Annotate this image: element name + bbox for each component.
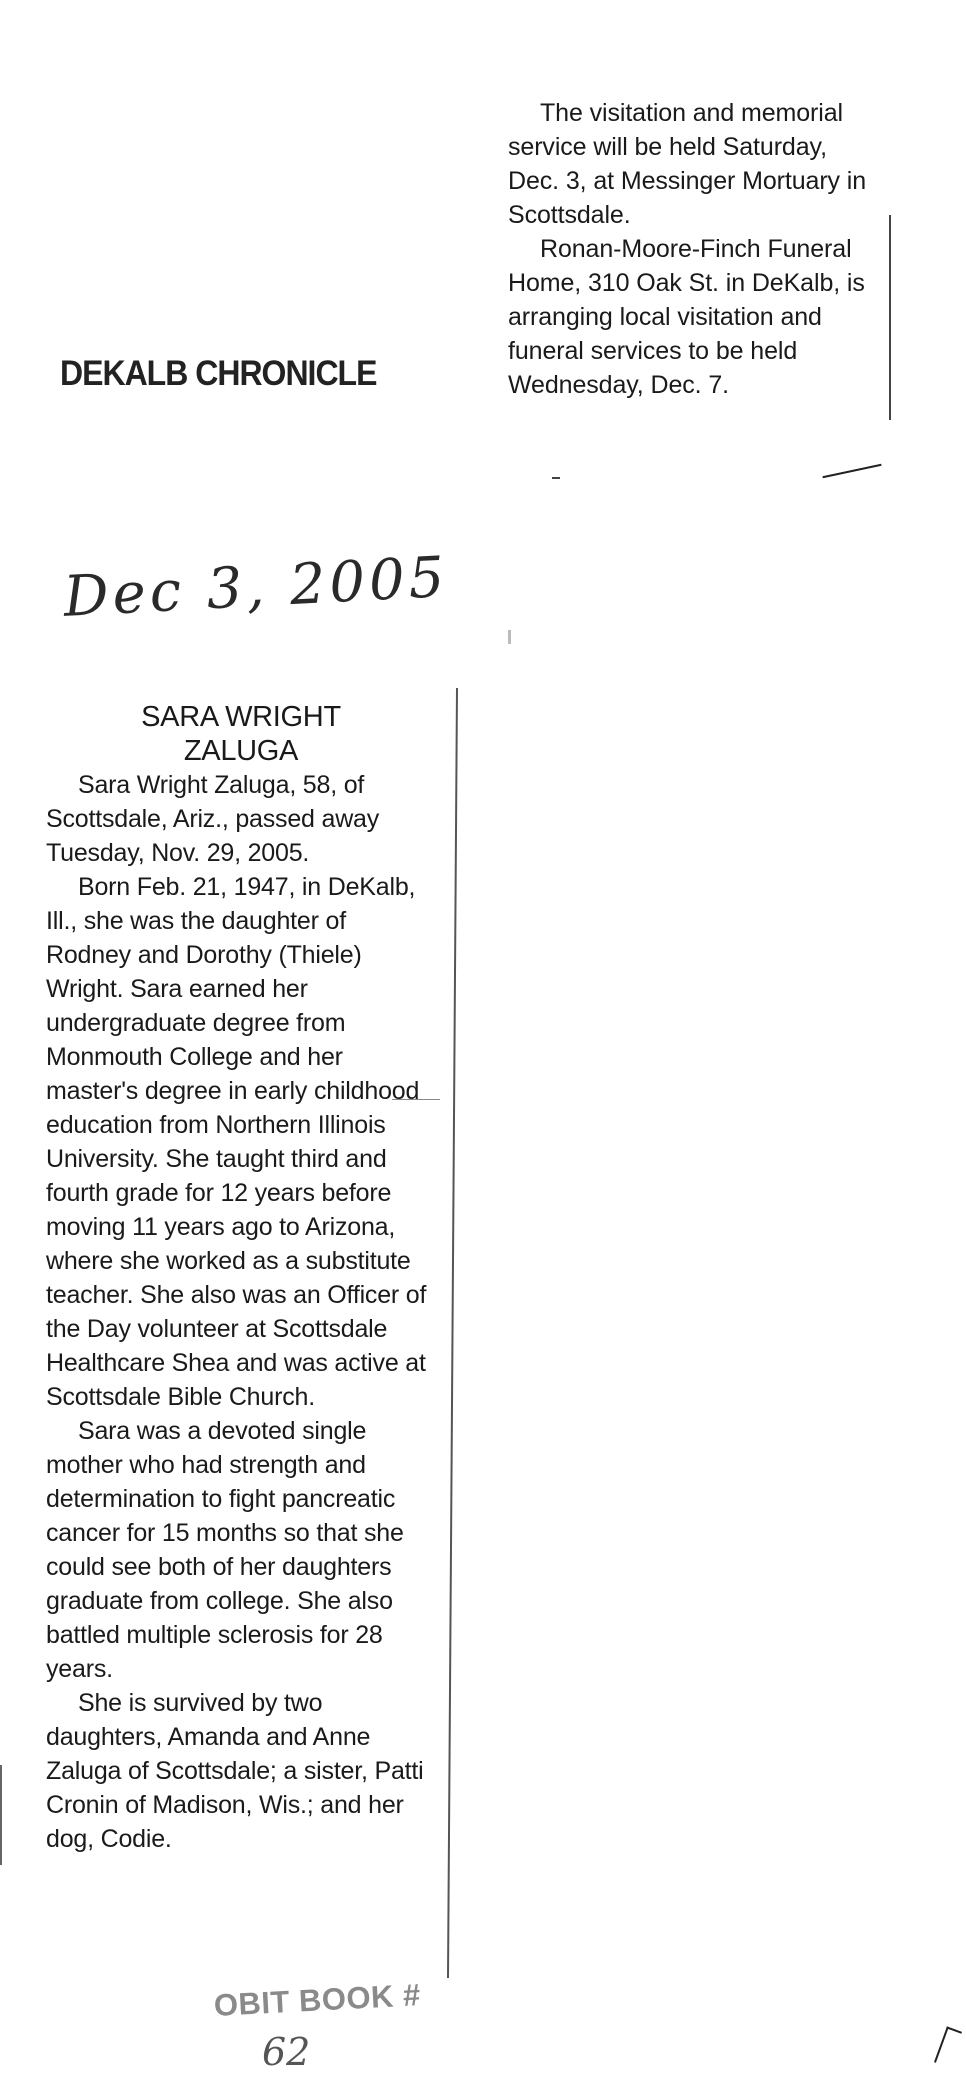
obituary-paragraph: Sara was a devoted single mother who had strength and determination to fight pancreatic cancer for 15 months so that she could see both of her daughters graduate from college. She also battled multiple sclerosis for 28 years. [46, 1417, 404, 1683]
scan-corner-mark [934, 2026, 962, 2067]
newspaper-masthead: DEKALB CHRONICLE [60, 353, 377, 393]
obit-book-stamp: OBIT BOOK # [213, 1977, 422, 2023]
obituary-paragraph: Born Feb. 21, 1947, in DeKalb, Ill., she was the daughter of Rodney and Dorothy (Thiele) Wright. Sara earned her undergraduate degree from Monmouth College and her master's degree in early childhood education from Northern Illinois University. She taught third and fourth grade for 12 years before moving 11 years ago to Arizona, where she worked as a substitute teacher. She also was an Officer of the Day volunteer at Scottsdale Healthcare Shea and was active at Scottsdale Bible Church. [46, 873, 427, 1411]
top-clipping [508, 96, 880, 418]
obituary-body [46, 768, 436, 1856]
scan-speck [552, 477, 560, 479]
clipping-edge [889, 215, 891, 420]
obituary-title-line2: ZALUGA [183, 735, 299, 767]
handwritten-date: Dec 3, 2005 [62, 544, 450, 630]
visitation-paragraph: The visitation and memorial service will be held Saturday, Dec. 3, at Messinger Mortuary in Scottsdale. [508, 99, 867, 229]
handwritten-book-number: 62 [262, 2030, 311, 2074]
clipping-edge [0, 1765, 2, 1865]
scan-scratch [822, 464, 881, 478]
scan-speck [508, 630, 511, 644]
obituary-title-line1: SARA WRIGHT [141, 701, 341, 733]
obituary-clipping [46, 700, 436, 1980]
funeral-home-paragraph: Ronan-Moore-Finch Funeral Home, 310 Oak St. in DeKalb, is arranging local visitation and funeral services to be held Wednesday, Dec. 7. [508, 235, 865, 399]
clipping-edge [447, 688, 458, 1978]
obituary-paragraph: She is survived by two daughters, Amanda and Anne Zaluga of Scottsdale; a sister, Patti Cronin of Madison, Wis.; and her dog, Codie. [46, 1689, 424, 1853]
obituary-title [46, 700, 436, 768]
obituary-paragraph: Sara Wright Zaluga, 58, of Scottsdale, Ariz., passed away Tuesday, Nov. 29, 2005. [46, 771, 380, 867]
